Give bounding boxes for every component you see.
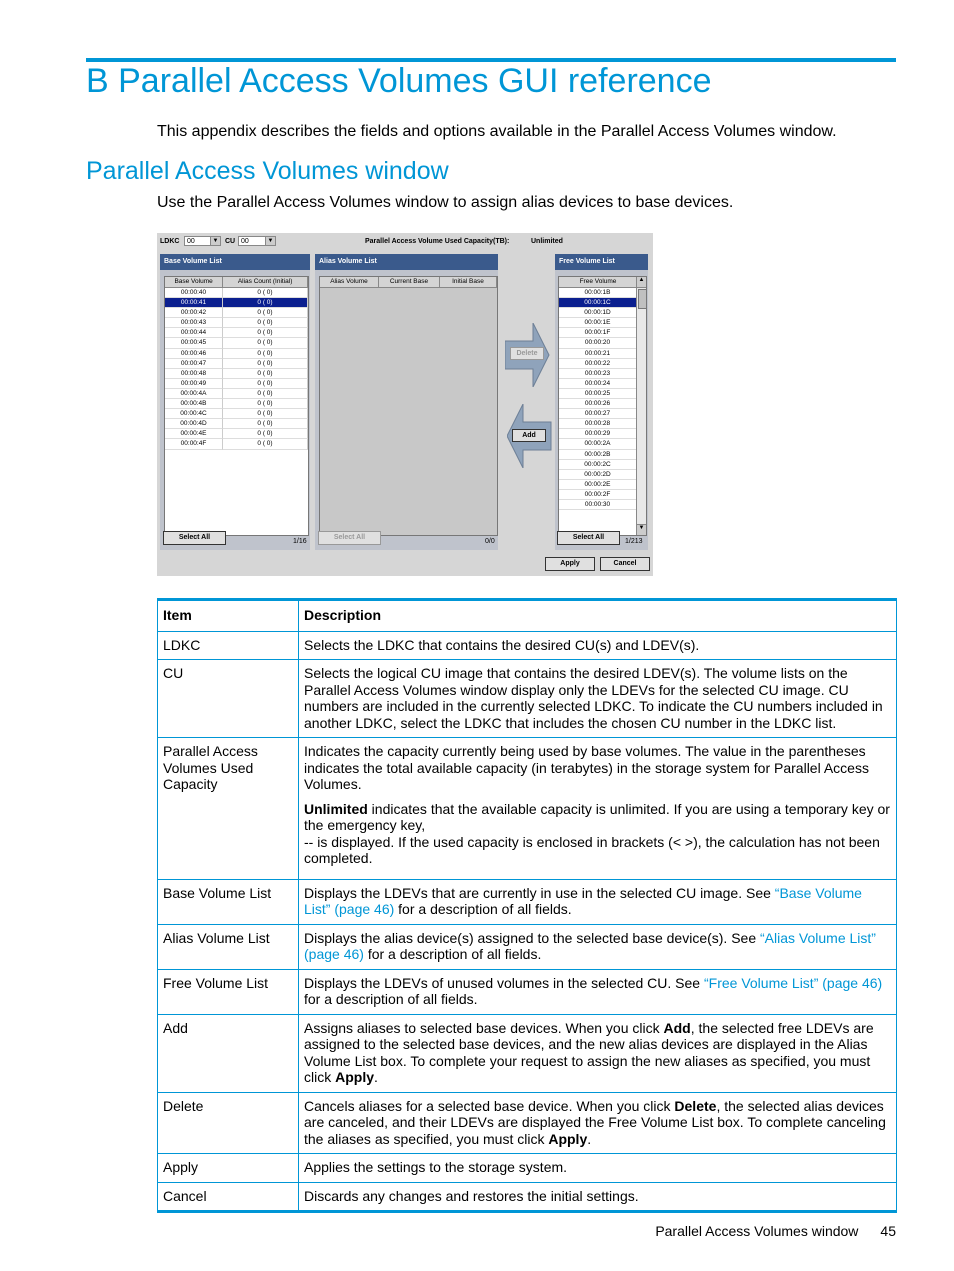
- base-volume-row[interactable]: [165, 419, 308, 429]
- desc-text: for a description of all fields.: [394, 901, 572, 917]
- section-title: Parallel Access Volumes window: [86, 157, 449, 185]
- table-row: [158, 1154, 897, 1183]
- row-item: Cancel: [158, 1182, 299, 1212]
- cu-value: 00: [241, 238, 249, 245]
- base-volume-row[interactable]: [165, 318, 308, 328]
- table-row: [158, 969, 897, 1014]
- base-volume-cell: 00:00:44: [165, 328, 223, 338]
- alias-count-cell: 0 ( 0): [223, 338, 308, 348]
- free-volume-row[interactable]: [559, 328, 646, 338]
- table-row: [158, 879, 897, 924]
- alias-select-all-button[interactable]: Select All: [318, 531, 381, 545]
- row-item: Delete: [158, 1092, 299, 1154]
- base-volume-row[interactable]: [165, 389, 308, 399]
- row-description: [299, 1092, 897, 1154]
- free-volume-row[interactable]: [559, 399, 646, 409]
- free-volume-row[interactable]: [559, 308, 646, 318]
- base-volume-cell: 00:00:43: [165, 318, 223, 328]
- apply-button[interactable]: Apply: [545, 557, 595, 571]
- alias-count-cell: 0 ( 0): [223, 379, 308, 389]
- base-volume-cell: 00:00:49: [165, 379, 223, 389]
- base-volume-list[interactable]: [164, 276, 309, 536]
- table-row: [158, 1182, 897, 1212]
- base-volume-row[interactable]: [165, 429, 308, 439]
- base-volume-cell: 00:00:48: [165, 369, 223, 379]
- chevron-down-icon: ▼: [265, 237, 275, 245]
- desc-bold: Apply: [335, 1069, 375, 1085]
- row-item: Add: [158, 1014, 299, 1092]
- alias-count-cell: 0 ( 0): [223, 439, 308, 449]
- capacity-value: Unlimited: [531, 238, 563, 245]
- alias-count-cell: 0 ( 0): [223, 419, 308, 429]
- ldkc-select[interactable]: [184, 236, 221, 246]
- free-volume-row[interactable]: [559, 470, 646, 480]
- desc-text: Displays the LDEVs of unused volumes in the selected CU. See: [304, 974, 704, 991]
- table-row: [158, 631, 897, 660]
- cu-select[interactable]: [238, 236, 276, 246]
- cancel-button[interactable]: Cancel: [600, 557, 650, 571]
- base-volume-cell: 00:00:4A: [165, 389, 223, 399]
- alias-count-cell: 0 ( 0): [223, 359, 308, 369]
- base-volume-row[interactable]: [165, 409, 308, 419]
- alias-volume-title: Alias Volume List: [315, 254, 498, 270]
- table-header-description: Description: [299, 600, 897, 632]
- free-volume-cell: 00:00:2B: [559, 450, 637, 460]
- alias-col-volume[interactable]: Alias Volume: [320, 277, 379, 287]
- table-header-item: Item: [158, 600, 299, 632]
- free-volume-row[interactable]: [559, 500, 646, 510]
- desc-text: .: [587, 1130, 592, 1147]
- row-description: Applies the settings to the storage system.: [299, 1154, 897, 1183]
- alias-col-current-base[interactable]: Current Base: [379, 277, 440, 287]
- free-volume-row[interactable]: [559, 460, 646, 470]
- free-volume-cell: 00:00:2E: [559, 480, 637, 490]
- free-volume-row[interactable]: [559, 298, 646, 308]
- alias-count-cell: 0 ( 0): [223, 389, 308, 399]
- free-col-volume[interactable]: Free Volume: [559, 277, 638, 287]
- base-volume-cell: 00:00:4D: [165, 419, 223, 429]
- free-volume-cell: 00:00:27: [559, 409, 637, 419]
- add-button[interactable]: Add: [512, 429, 546, 442]
- alias-count-cell: 0 ( 0): [223, 308, 308, 318]
- alias-volume-list-link[interactable]: “Alias Volume List” (page 46): [304, 929, 876, 962]
- ldkc-value: 00: [187, 238, 195, 245]
- alias-count-cell: 0 ( 0): [223, 369, 308, 379]
- desc-bold: Delete: [674, 1097, 717, 1114]
- free-volume-cell: 00:00:23: [559, 369, 637, 379]
- base-col-volume[interactable]: Base Volume: [165, 277, 223, 287]
- free-volume-title: Free Volume List: [555, 254, 648, 270]
- desc-text: for a description of all fields.: [363, 946, 542, 962]
- section-intro: Use the Parallel Access Volumes window to assign alias devices to base devices.: [157, 194, 734, 211]
- chevron-down-icon: ▼: [210, 237, 220, 245]
- alias-count-cell: 0 ( 0): [223, 409, 308, 419]
- scroll-down-icon[interactable]: ▼: [637, 524, 646, 535]
- base-selected-count: 1/16: [293, 538, 307, 545]
- free-volume-cell: 00:00:2C: [559, 460, 637, 470]
- free-volume-cell: 00:00:2F: [559, 490, 637, 500]
- table-row: [158, 1014, 897, 1092]
- pav-desc-2-text: indicates that the available capacity is unlimited. If you are using a temporary key or the emergency key,: [304, 800, 890, 833]
- desc-text: Cancels aliases for a selected base device. When you click: [304, 1097, 675, 1114]
- alias-volume-panel: [315, 254, 498, 550]
- alias-count-cell: 0 ( 0): [223, 298, 308, 308]
- row-item: Apply: [158, 1154, 299, 1183]
- page-footer: [655, 1223, 896, 1239]
- base-volume-row[interactable]: [165, 399, 308, 409]
- desc-text: Displays the alias device(s) assigned to the selected base device(s). See: [304, 929, 761, 946]
- row-description: [299, 879, 897, 924]
- desc-text: Displays the LDEVs that are currently in use in the selected CU image. See: [304, 884, 775, 901]
- pav-desc-3: -- is displayed. If the used capacity is enclosed in brackets (< >), the calculation has not been completed.: [304, 833, 880, 866]
- base-volume-row[interactable]: [165, 369, 308, 379]
- alias-count-cell: 0 ( 0): [223, 399, 308, 409]
- row-item: Parallel Access Volumes Used Capacity: [158, 738, 299, 880]
- free-volume-list-link[interactable]: “Free Volume List” (page 46): [703, 974, 883, 991]
- page-number: 45: [880, 1223, 896, 1239]
- alias-volume-list[interactable]: [319, 276, 498, 536]
- alias-count-cell: 0 ( 0): [223, 318, 308, 328]
- row-description: Selects the LDKC that contains the desired CU(s) and LDEV(s).: [299, 631, 897, 660]
- desc-bold: Add: [663, 1019, 691, 1036]
- free-volume-row[interactable]: [559, 349, 646, 359]
- free-volume-row[interactable]: [559, 389, 646, 399]
- base-volume-cell: 00:00:42: [165, 308, 223, 318]
- cu-label: CU: [225, 238, 236, 245]
- free-volume-cell: 00:00:1F: [559, 328, 637, 338]
- free-volume-row[interactable]: [559, 318, 646, 328]
- scroll-up-icon[interactable]: ▲: [637, 277, 646, 288]
- base-volume-row[interactable]: [165, 288, 308, 298]
- free-volume-panel: [555, 254, 648, 550]
- base-volume-cell: 00:00:4B: [165, 399, 223, 409]
- alias-count-cell: 0 ( 0): [223, 349, 308, 359]
- base-volume-row[interactable]: [165, 298, 308, 308]
- free-volume-cell: 00:00:2A: [559, 439, 637, 449]
- pav-desc-1: Indicates the capacity currently being used by base volumes. The value in the parentheses indicates the total available capacity (in terabytes) in the storage system for Parallel Access Volumes.: [304, 743, 869, 792]
- base-volume-title: Base Volume List: [160, 254, 310, 270]
- alias-count-cell: 0 ( 0): [223, 288, 308, 298]
- table-row: [158, 1092, 897, 1154]
- free-volume-row[interactable]: [559, 429, 646, 439]
- base-volume-row[interactable]: [165, 439, 308, 449]
- free-volume-cell: 00:00:22: [559, 359, 637, 369]
- footer-title: Parallel Access Volumes window: [655, 1223, 859, 1239]
- scroll-thumb[interactable]: [638, 289, 647, 309]
- free-volume-row[interactable]: [559, 480, 646, 490]
- free-volume-cell: 00:00:25: [559, 389, 637, 399]
- base-volume-cell: 00:00:47: [165, 359, 223, 369]
- alias-count-cell: 0 ( 0): [223, 429, 308, 439]
- row-description: [299, 969, 897, 1014]
- alias-col-initial-base[interactable]: Initial Base: [440, 277, 497, 287]
- free-list-scrollbar[interactable]: [636, 277, 646, 535]
- free-volume-row[interactable]: [559, 338, 646, 348]
- page-title: B Parallel Access Volumes GUI reference: [86, 62, 712, 100]
- free-volume-cell: 00:00:2D: [559, 470, 637, 480]
- free-volume-row[interactable]: [559, 369, 646, 379]
- base-volume-row[interactable]: [165, 338, 308, 348]
- desc-text: , the selected free LDEVs are assigned to the selected base devices, and the new alias devices are displayed in the Alias Volume List box. To complete your request to assign the new aliases as specified, you must click: [304, 1019, 874, 1085]
- row-item: Base Volume List: [158, 879, 299, 924]
- base-volume-cell: 00:00:4C: [165, 409, 223, 419]
- base-volume-panel: [160, 254, 310, 550]
- free-volume-row[interactable]: [559, 439, 646, 449]
- table-row: [158, 924, 897, 969]
- base-volume-cell: 00:00:46: [165, 349, 223, 359]
- free-volume-cell: 00:00:1C: [559, 298, 637, 308]
- free-volume-row[interactable]: [559, 288, 646, 298]
- base-volume-cell: 00:00:41: [165, 298, 223, 308]
- free-volume-cell: 00:00:20: [559, 338, 637, 348]
- desc-text: .: [374, 1069, 378, 1085]
- reference-table: [157, 598, 897, 1213]
- base-volume-cell: 00:00:4E: [165, 429, 223, 439]
- free-volume-row[interactable]: [559, 409, 646, 419]
- row-item: LDKC: [158, 631, 299, 660]
- alias-selected-count: 0/0: [485, 538, 495, 545]
- base-select-all-button[interactable]: Select All: [163, 531, 226, 545]
- delete-button[interactable]: Delete: [510, 347, 544, 360]
- base-volume-row[interactable]: [165, 359, 308, 369]
- pav-window-screenshot: [157, 233, 653, 576]
- row-item: Alias Volume List: [158, 924, 299, 969]
- base-volume-row[interactable]: [165, 379, 308, 389]
- row-item: Free Volume List: [158, 969, 299, 1014]
- row-description: [299, 738, 897, 880]
- free-volume-row[interactable]: [559, 490, 646, 500]
- free-volume-row[interactable]: [559, 359, 646, 369]
- intro-text: This appendix describes the fields and options available in the Parallel Access Volumes window.: [157, 123, 837, 140]
- free-select-all-button[interactable]: Select All: [557, 531, 620, 545]
- base-volume-cell: 00:00:4F: [165, 439, 223, 449]
- base-volume-row[interactable]: [165, 328, 308, 338]
- row-description: [299, 924, 897, 969]
- free-volume-row[interactable]: [559, 379, 646, 389]
- unlimited-term: Unlimited: [304, 800, 368, 817]
- free-selected-count: 1/213: [625, 538, 643, 545]
- base-volume-row[interactable]: [165, 308, 308, 318]
- free-volume-cell: 00:00:24: [559, 379, 637, 389]
- base-volume-list-link[interactable]: “Base Volume List” (page 46): [304, 884, 862, 917]
- free-volume-cell: 00:00:1E: [559, 318, 637, 328]
- desc-bold: Apply: [548, 1130, 588, 1147]
- free-volume-row[interactable]: [559, 419, 646, 429]
- desc-text: for a description of all fields.: [304, 991, 478, 1007]
- free-volume-cell: 00:00:29: [559, 429, 637, 439]
- base-volume-row[interactable]: [165, 349, 308, 359]
- ldkc-label: LDKC: [160, 238, 180, 245]
- base-volume-cell: 00:00:40: [165, 288, 223, 298]
- row-description: Discards any changes and restores the initial settings.: [299, 1182, 897, 1212]
- base-volume-cell: 00:00:45: [165, 338, 223, 348]
- free-volume-cell: 00:00:21: [559, 349, 637, 359]
- free-volume-cell: 00:00:30: [559, 500, 637, 510]
- row-item: CU: [158, 660, 299, 738]
- free-volume-cell: 00:00:1D: [559, 308, 637, 318]
- pav-desc-2: [304, 801, 891, 834]
- free-volume-cell: 00:00:26: [559, 399, 637, 409]
- base-col-alias-count[interactable]: Alias Count (Initial): [223, 277, 308, 287]
- capacity-label: Parallel Access Volume Used Capacity(TB):: [365, 238, 510, 245]
- alias-count-cell: 0 ( 0): [223, 328, 308, 338]
- desc-text: , the selected alias devices are canceled, and their LDEVs are displayed the Free Volume List box. To complete canceling the aliases as specified, you must click: [304, 1097, 886, 1147]
- free-volume-list[interactable]: [558, 276, 647, 536]
- free-volume-row[interactable]: [559, 450, 646, 460]
- table-row: [158, 660, 897, 738]
- row-description: [299, 1014, 897, 1092]
- free-volume-cell: 00:00:1B: [559, 288, 637, 298]
- desc-text: Assigns aliases to selected base devices. When you click: [304, 1019, 664, 1036]
- table-row: [158, 738, 897, 880]
- free-volume-cell: 00:00:28: [559, 419, 637, 429]
- row-description: Selects the logical CU image that contains the desired LDEV(s). The volume lists on the Parallel Access Volumes window display only the LDEVs for the selected CU image. CU numbers are included in the currently selected LDKC. To indicate the CU numbers included in another LDKC, select the LDKC that includes the chosen CU number in the LDKC list.: [299, 660, 897, 738]
